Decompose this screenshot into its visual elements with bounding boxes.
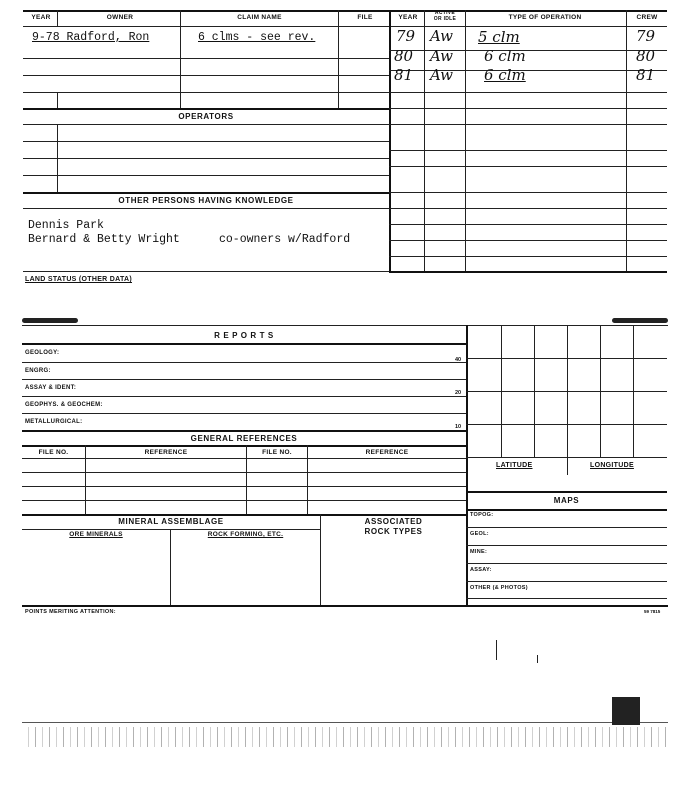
grid-row xyxy=(466,358,667,359)
top-border xyxy=(23,10,667,12)
map-assay: ASSAY: xyxy=(470,567,492,573)
coord-divider xyxy=(567,457,568,475)
map-geol: GEOL: xyxy=(470,531,489,537)
rock-forming-label: ROCK FORMING, ETC. xyxy=(207,531,284,538)
grid-row xyxy=(466,424,667,425)
lower-bottom-line xyxy=(22,605,668,607)
mineral-col xyxy=(170,529,171,605)
header-year-right: YEAR xyxy=(398,14,418,21)
genref-row xyxy=(22,500,466,501)
col-divider xyxy=(57,10,58,26)
report-line xyxy=(22,362,466,363)
genref-col xyxy=(246,445,247,514)
knowledge-title: OTHER PERSONS HAVING KNOWLEDGE xyxy=(118,196,294,205)
header-year: YEAR xyxy=(31,14,51,21)
corner-mark xyxy=(612,697,640,725)
land-status-label: LAND STATUS (OTHER DATA) xyxy=(25,276,133,283)
section-top-line xyxy=(22,325,668,326)
right-row-line xyxy=(389,208,667,209)
ore-minerals-label: ORE MINERALS xyxy=(69,531,123,538)
punch-mark-right xyxy=(612,318,668,323)
row-line xyxy=(23,192,389,194)
assoc-rock-line2: ROCK TYPES xyxy=(364,527,423,536)
op-crew-3: 81 xyxy=(636,66,656,84)
op-type-1: 5 clm xyxy=(478,28,520,46)
row-line xyxy=(23,158,389,159)
report-line xyxy=(22,430,466,432)
report-label-geophys: GEOPHYS. & GEOCHEM: xyxy=(25,402,103,408)
person-1: Dennis Park xyxy=(28,219,104,232)
row-line xyxy=(23,92,389,93)
map-other: OTHER (& PHOTOS) xyxy=(470,585,528,591)
person-note: co-owners w/Radford xyxy=(219,233,351,246)
genref-col xyxy=(307,445,308,514)
map-topog: TOPOG: xyxy=(470,512,494,518)
col-divider xyxy=(57,92,58,108)
op-year-1: 79 xyxy=(396,27,416,45)
header-crew: CREW xyxy=(636,14,658,21)
report-label-geology: GEOLOGY: xyxy=(25,350,60,356)
scan-line xyxy=(22,722,668,723)
right-row-line xyxy=(389,166,667,167)
punch-mark-left xyxy=(22,318,78,323)
genref-file-no-2: FILE NO. xyxy=(262,449,292,456)
right-row-line xyxy=(389,92,667,93)
header-owner: OWNER xyxy=(106,14,134,21)
genref-col xyxy=(85,445,86,514)
maps-underline xyxy=(466,509,667,511)
row-line xyxy=(23,271,389,272)
right-bottom-line xyxy=(389,271,667,273)
maps-top xyxy=(466,491,667,493)
reports-underline xyxy=(22,343,466,345)
row-line xyxy=(23,175,389,176)
op-year-3: 81 xyxy=(394,66,414,84)
op-type-3: 6 clm xyxy=(484,66,526,84)
operators-title: OPERATORS xyxy=(178,112,234,121)
map-mine: MINE: xyxy=(470,549,488,555)
genref-reference: REFERENCE xyxy=(144,449,188,456)
report-label-engrg: ENGRG: xyxy=(25,368,51,374)
op-type-2: 6 clm xyxy=(484,47,526,65)
reports-title: R E P O R T S xyxy=(214,331,274,340)
header-underline xyxy=(23,26,667,27)
genref-row xyxy=(22,472,466,473)
form-number: 59 7815 xyxy=(644,609,661,614)
header-or-idle: OR IDLE xyxy=(433,16,457,22)
owner-value: 9-78 Radford, Ron xyxy=(32,31,150,44)
maps-row xyxy=(466,563,667,564)
points-label: POINTS MERITING ATTENTION: xyxy=(25,609,116,615)
col-divider xyxy=(57,124,58,192)
row-line xyxy=(23,58,389,59)
row-line xyxy=(23,141,389,142)
row-line xyxy=(23,75,389,76)
op-active-1: Aw xyxy=(430,27,453,45)
report-label-assay: ASSAY & IDENT: xyxy=(25,385,77,391)
right-row-line xyxy=(389,256,667,257)
maps-title: MAPS xyxy=(553,496,580,505)
op-year-2: 80 xyxy=(394,47,414,65)
report-line xyxy=(22,396,466,397)
mineral-underline xyxy=(22,529,320,530)
maps-row xyxy=(466,581,667,582)
report-num-metallurgical: 10 xyxy=(455,424,462,430)
col-divider xyxy=(338,10,339,108)
right-row-line xyxy=(389,240,667,241)
genref-file-no: FILE NO. xyxy=(38,449,69,456)
scan-noise-band xyxy=(22,727,668,747)
general-references-title: GENERAL REFERENCES xyxy=(190,434,298,443)
op-active-2: Aw xyxy=(430,47,453,65)
op-crew-2: 80 xyxy=(636,47,656,65)
genref-bottom xyxy=(22,514,466,516)
mineral-title: MINERAL ASSEMBLAGE xyxy=(118,517,224,526)
maps-row xyxy=(466,545,667,546)
header-file: FILE xyxy=(357,14,373,21)
report-num-assay: 20 xyxy=(455,390,462,396)
genref-row xyxy=(22,486,466,487)
scan-mark xyxy=(496,640,497,660)
row-line xyxy=(23,108,389,110)
header-claim-name: CLAIM NAME xyxy=(237,14,282,21)
right-row-line xyxy=(389,150,667,151)
row-line xyxy=(23,208,389,209)
header-type-of-operation: TYPE OF OPERATION xyxy=(508,14,582,21)
genref-reference-2: REFERENCE xyxy=(365,449,409,456)
right-row-line xyxy=(389,108,667,109)
grid-row xyxy=(466,391,667,392)
latitude-label: LATITUDE xyxy=(496,462,533,469)
right-row-line xyxy=(389,192,667,193)
genref-underline xyxy=(22,445,466,447)
maps-row xyxy=(466,527,667,528)
maps-row xyxy=(466,598,667,599)
report-label-metallurgical: METALLURGICAL: xyxy=(25,419,83,425)
report-line xyxy=(22,413,466,414)
right-row-line xyxy=(389,124,667,125)
header-active: ACTIVE xyxy=(434,10,456,16)
person-2: Bernard & Betty Wright xyxy=(28,233,180,246)
report-num-geology: 40 xyxy=(455,357,462,363)
assoc-rock-line1: ASSOCIATED xyxy=(364,517,423,526)
right-row-line xyxy=(389,224,667,225)
op-active-3: Aw xyxy=(430,66,453,84)
col-divider xyxy=(180,10,181,108)
op-crew-1: 79 xyxy=(636,27,656,45)
report-line xyxy=(22,379,466,380)
longitude-label: LONGITUDE xyxy=(590,462,634,469)
row-line xyxy=(23,124,389,125)
claim-value: 6 clms - see rev. xyxy=(198,31,316,44)
scan-mark xyxy=(537,655,538,663)
genref-row xyxy=(22,458,466,459)
